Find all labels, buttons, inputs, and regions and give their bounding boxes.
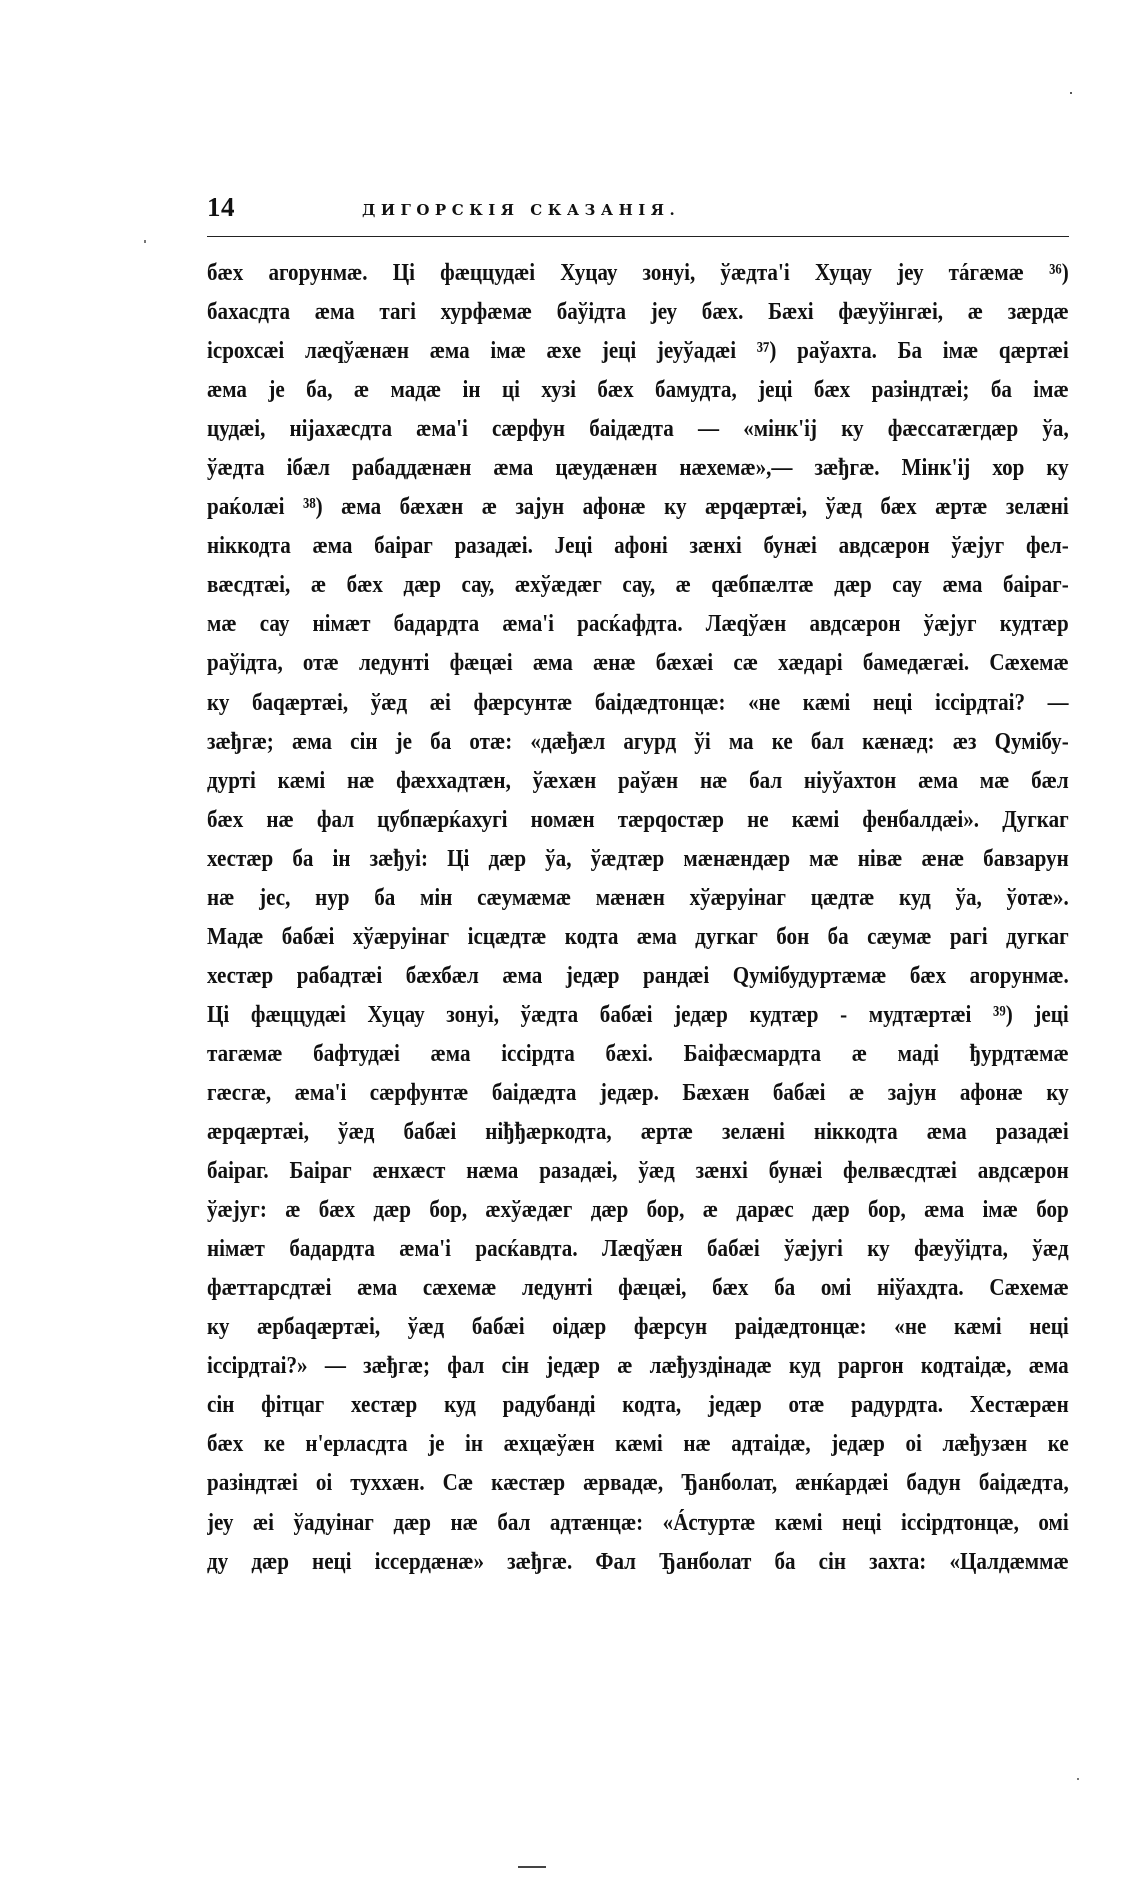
text-line: хестæр рабадтæі бæхбæл æма jедæр рандæі Qумібудуртæмæ бæх агорунмæ. (207, 961, 1069, 989)
text-line: дурті кæмі нæ фæххадтæн, ўæхæн раўæн нæ бал ніуўахтон æма мæ бæл (207, 766, 1069, 794)
text-line: бæх ке н'ерласдта jе ін æхцæўæн кæмі нæ адтаідæ, jедæр оі лæђузæн ке (207, 1430, 1069, 1458)
text-line: вæсдтæі, æ бæх дæр сау, æхўæдæг сау, æ qæбпæлтæ дæр сау æма баіраг- (207, 571, 1069, 599)
text-line: æрqæртæі, ўæд бабæі ніђђæркодта, æртæ зелæні ніккодта æма разадæі (207, 1118, 1069, 1146)
text-line: раќолæі ³⁸) æма бæхæн æ заjун афонæ ку æрqæртæі, ўæд бæх æртæ зелæні (207, 493, 1069, 521)
header-rule (207, 236, 1069, 237)
text-line: баіраг. Баіраг æнхæст нæма разадæі, ўæд зæнхі бунæі фелвæсдтæі авдсæрон (207, 1157, 1069, 1185)
text-line: сін фітцаг хестæр куд радубанді кодта, jедæр отæ радурдта. Хестæрæн (207, 1391, 1069, 1419)
page-number: 14 (207, 192, 235, 222)
text-line: гæсгæ, æма'і сæрфунтæ баідæдта jедæр. Бæхæн бабæі æ заjун афонæ ку (207, 1078, 1069, 1106)
text-line: цудæі, ніjахæсдта æма'і сæрфун баідæдта — «мінк'іj ку фæссатæгдæр ўа, (207, 415, 1069, 443)
text-line: зæђгæ; æма сін jе ба отæ: «дæђæл агурд ўі ма ке бал кæнæд: æз Qумібу- (207, 727, 1069, 755)
text-line: іссірдтаі?» — зæђгæ; фал сін jедæр æ лæђуздінадæ куд раргон кодтаідæ, æма (207, 1352, 1069, 1380)
running-title: ДИГОРСКІЯ СКАЗАНІЯ. (362, 201, 681, 219)
page-header (207, 192, 1069, 236)
print-speck (1077, 1778, 1079, 1780)
text-line: разіндтæі оі туххæн. Сæ кæстæр æрвадæ, Ђанболат, æнќардæі бадун баідæдта, (207, 1469, 1069, 1497)
text-line: мæ сау німæт бадардта æма'і расќафдта. Лæqўæн авдсæрон ўæjуг кудтæр (207, 610, 1069, 638)
text-line: тагæмæ бафтудæі æма іссірдта бæхі. Баіфæсмардта æ маді ђурдтæмæ (207, 1039, 1069, 1067)
text-line: німæт бадардта æма'і расќавдта. Лæqўæн бабæі ўæjугі ку фæуўідта, ўæд (207, 1235, 1069, 1263)
print-speck (144, 240, 146, 243)
text-line: ісрохсæі лæqўæнæн æма імæ æхе jеці jеуўадæі ³⁷) раўахта. Ба імæ qæртæі (207, 337, 1069, 365)
text-line: Мадæ бабæі хўæруінаг ісцæдтæ кодта æма дугкаг бон ба сæумæ рагі дугкаг (207, 922, 1069, 950)
text-line: бæх нæ фал цубпæрќахугі номæн тæрqостæр не кæмі фенбалдæі». Дугкаг (207, 805, 1069, 833)
text-line: хестæр ба ін зæђуі: Ці дæр ўа, ўæдтæр мæнæндæр мæ нівæ æнæ бавзарун (207, 844, 1069, 872)
text-line: æма jе ба, æ мадæ ін ці хузі бæх бамудта, jеці бæх разіндтæі; ба імæ (207, 376, 1069, 404)
text-line: ку баqæртæі, ўæд æі фæрсунтæ баідæдтонцæ: «не кæмі неці іссірдтаі? — (207, 688, 1069, 716)
text-line: бæх агорунмæ. Ці фæццудæі Хуцау зонуі, ўæдта'і Хуцау jеу тáгæмæ ³⁶) (207, 259, 1069, 286)
text-line: бахасдта æма тагі хурфæмæ баўідта jеу бæх. Бæхі фæуўінгæі, æ зæрдæ (207, 298, 1069, 326)
text-line: Ці фæццудæі Хуцау зонуі, ўæдта бабæі jедæр кудтæр - мудтæртæі ³⁹) jеці (207, 1000, 1069, 1028)
text-line: раўідта, отæ ледунті фæцæі æма æнæ бæхæі сæ хæдарі бамедæгæі. Сæхемæ (207, 649, 1069, 677)
text-line: jеу æі ўадуінаг дæр нæ бал адтæнцæ: «Áстуртæ кæмі неці іссірдтонцæ, омі (207, 1508, 1069, 1536)
text-line: ўæдта ібæл рабаддæнæн æма цæудæнæн нæхемæ»,— зæђгæ. Мінк'іj хор ку (207, 454, 1069, 482)
text-line: нæ jес, нур ба мін сæумæмæ мæнæн хўæруінаг цæдтæ куд ўа, ўотæ». (207, 883, 1069, 911)
text-line: ніккодта æма баіраг разадæі. Jеці афоні зæнхі бунæі авдсæрон ўæjуг фел- (207, 532, 1069, 560)
print-speck (1070, 92, 1072, 94)
text-line: ўæjуг: æ бæх дæр бор, æхўæдæг дæр бор, æ дарæс дæр бор, æма імæ бор (207, 1196, 1069, 1224)
text-line: ду дæр неці іссердæнæ» зæђгæ. Фал Ђанболат ба сін захта: «Цалдæммæ (207, 1547, 1069, 1575)
footer-mark (518, 1866, 546, 1868)
text-line: фæттарсдтæі æма сæхемæ ледунті фæцæі, бæх ба омі ніўахдта. Сæхемæ (207, 1274, 1069, 1302)
text-line: ку æрбаqæртæі, ўæд бабæі оідæр фæрсун раідæдтонцæ: «не кæмі неці (207, 1313, 1069, 1341)
body-text (207, 253, 1069, 1581)
